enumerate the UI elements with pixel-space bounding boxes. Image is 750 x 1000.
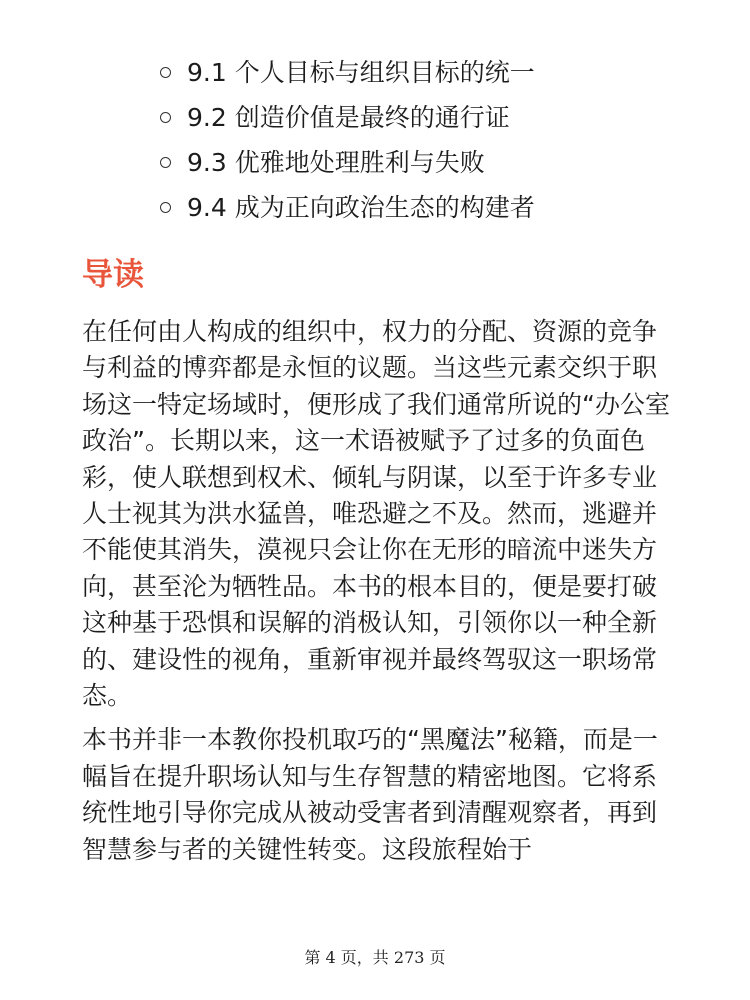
toc-item-label: 9.4 成为正向政治生态的构建者 (187, 193, 535, 222)
circle-bullet-icon (160, 112, 171, 123)
toc-item[interactable] (160, 140, 720, 185)
toc-item[interactable] (160, 50, 720, 95)
page-number-footer: 第 4 页，共 273 页 (304, 948, 446, 967)
toc-item-label: 9.2 创造价值是最终的通行证 (187, 103, 510, 132)
paragraph: 在任何由人构成的组织中，权力的分配、资源的竞争与利益的博弈都是永恒的议题。当这些元素交织于职场这一特定场域时，便形成了我们通常所说的“办公室政治”。长期以来，这一术语被赋予了过多的负面色彩，使人联想到权术、倾轧与阴谋，以至于许多专业人士视其为洪水猛兽，唯恐避之不及。然而，逃避并不能使其消失，漠视只会让你在无形的暗流中迷失方向，甚至沦为牺牲品。本书的根本目的，便是要打破这种基于恐惧和误解的消极认知，引领你以一种全新的、建设性的视角，重新审视并最终驾驭这一职场常态。 (82, 317, 670, 711)
paragraph: 本书并非一本教你投机取巧的“黑魔法”秘籍，而是一幅旨在提升职场认知与生存智慧的精密地图。它将系统性地引导你完成从被动受害者到清醒观察者，再到智慧参与者的关键性转变。这段旅程始于 (82, 725, 658, 864)
section-heading: 导读 (82, 257, 144, 293)
circle-bullet-icon (160, 202, 171, 213)
toc-item[interactable] (160, 185, 720, 230)
toc-item[interactable] (160, 95, 720, 140)
toc-item-label: 9.1 个人目标与组织目标的统一 (187, 58, 535, 87)
toc-list (160, 50, 720, 230)
circle-bullet-icon (160, 157, 171, 168)
circle-bullet-icon (160, 67, 171, 78)
toc-item-label: 9.3 优雅地处理胜利与失败 (187, 148, 485, 177)
section-body (82, 314, 672, 876)
